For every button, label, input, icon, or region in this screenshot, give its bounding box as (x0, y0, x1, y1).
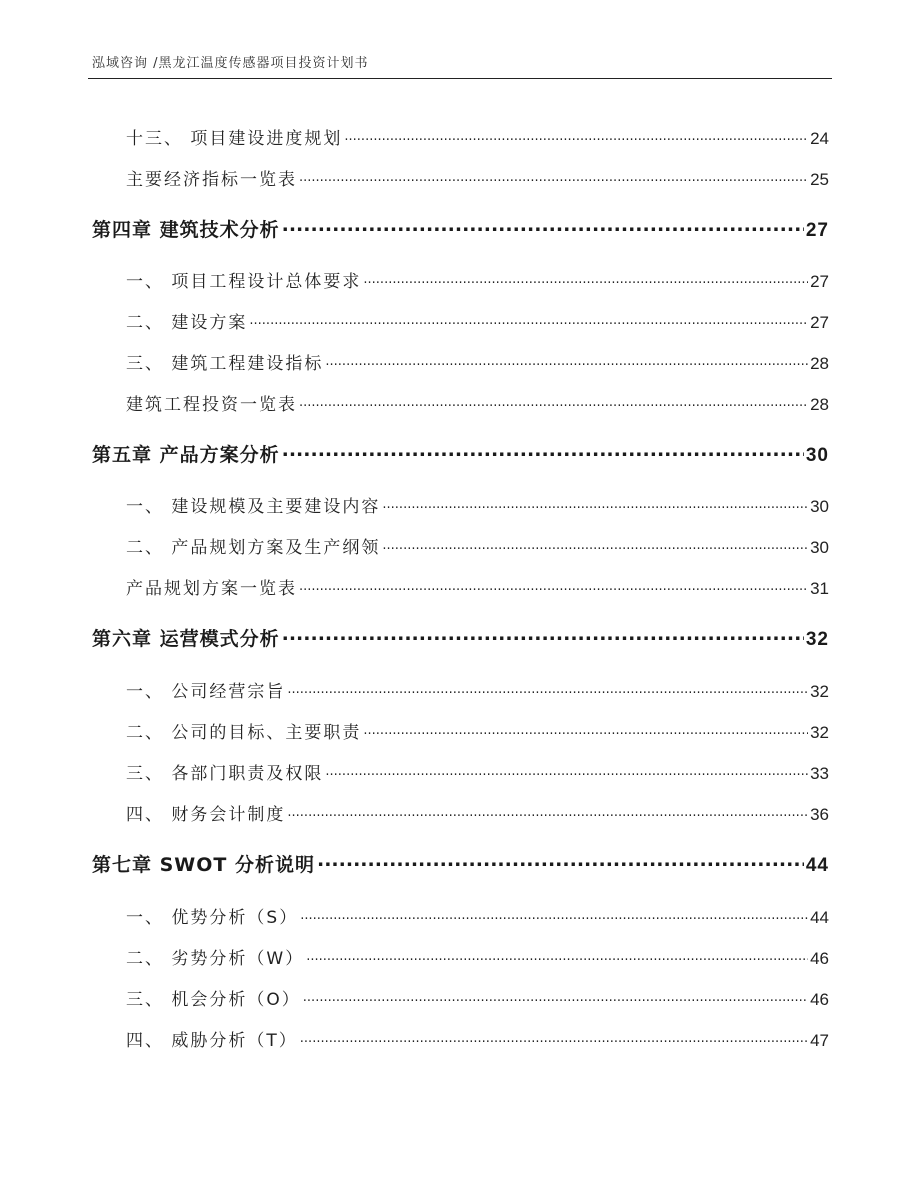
toc-page-number: 47 (810, 1031, 829, 1050)
toc-dot-leader (382, 536, 808, 553)
toc-entry[interactable] (126, 985, 829, 1010)
toc-page-number: 25 (810, 170, 829, 189)
page-header: 泓域咨询 /黑龙江温度传感器项目投资计划书 (92, 56, 369, 71)
toc-dot-leader (299, 393, 808, 410)
toc-chapter-entry[interactable] (92, 440, 829, 467)
toc-page-number: 30 (805, 445, 829, 466)
toc-page-number: 31 (810, 579, 829, 598)
toc-page-number: 36 (810, 805, 829, 824)
toc-entry[interactable] (126, 390, 829, 415)
toc-entry[interactable] (126, 492, 829, 517)
toc-page-number: 44 (810, 908, 829, 927)
toc-entry-label: 一、 优势分析（S） (126, 908, 299, 928)
toc-entry-label: 二、 建设方案 (126, 313, 248, 333)
toc-page-number: 32 (805, 629, 829, 650)
toc-entry[interactable] (126, 267, 829, 292)
toc-entry-label: 四、 威胁分析（T） (126, 1031, 298, 1051)
toc-entry[interactable] (126, 800, 829, 825)
toc-entry[interactable] (126, 124, 829, 149)
toc-entry-label: 二、 劣势分析（W） (126, 949, 305, 969)
toc-entry-label: 二、 产品规划方案及生产纲领 (126, 538, 381, 558)
toc-dot-leader (325, 352, 808, 369)
toc-entry-label: 四、 财务会计制度 (126, 805, 286, 825)
toc-entry-label: 建筑工程投资一览表 (126, 395, 297, 415)
toc-page-number: 33 (810, 764, 829, 783)
toc-page-number: 28 (810, 354, 829, 373)
toc-entry-label: 二、 公司的目标、主要职责 (126, 723, 362, 743)
toc-chapter-entry[interactable] (92, 624, 829, 651)
toc-entry[interactable] (126, 533, 829, 558)
toc-entry-label: 三、 各部门职责及权限 (126, 764, 324, 784)
toc-chapter-label: 第七章 SWOT 分析说明 (92, 854, 315, 876)
toc-entry-label: 主要经济指标一览表 (126, 170, 297, 190)
toc-dot-leader (317, 852, 804, 871)
toc-chapter-entry[interactable] (92, 850, 829, 877)
toc-chapter-entry[interactable] (92, 215, 829, 242)
toc-entry[interactable] (126, 574, 829, 599)
toc-page-number: 32 (810, 682, 829, 701)
toc-page-number: 46 (810, 990, 829, 1009)
toc-entry-label: 十三、 项目建设进度规划 (126, 129, 343, 149)
toc-entry-label: 产品规划方案一览表 (126, 579, 297, 599)
toc-dot-leader (382, 495, 808, 512)
toc-page-number: 44 (805, 855, 829, 876)
toc-dot-leader (287, 803, 808, 820)
toc-entry-label: 三、 机会分析（O） (126, 990, 301, 1010)
toc-page-number: 27 (810, 313, 829, 332)
toc-dot-leader (249, 311, 808, 328)
toc-entry[interactable] (126, 677, 829, 702)
toc-chapter-label: 第六章 运营模式分析 (92, 628, 280, 650)
toc-dot-leader (300, 906, 808, 923)
toc-page-number: 46 (810, 949, 829, 968)
toc-page-number: 24 (810, 129, 829, 148)
toc-entry[interactable] (126, 349, 829, 374)
toc-dot-leader (344, 127, 808, 144)
toc-dot-leader (282, 626, 804, 645)
toc-page-number: 28 (810, 395, 829, 414)
toc-dot-leader (363, 270, 808, 287)
toc-entry-label: 一、 项目工程设计总体要求 (126, 272, 362, 292)
toc-dot-leader (287, 680, 808, 697)
toc-dot-leader (300, 1029, 808, 1046)
toc-entry[interactable] (126, 1026, 829, 1051)
toc-page-number: 27 (810, 272, 829, 291)
toc-entry-label: 一、 建设规模及主要建设内容 (126, 497, 381, 517)
toc-page-number: 30 (810, 538, 829, 557)
toc-dot-leader (282, 217, 804, 236)
toc-entry[interactable] (126, 944, 829, 969)
toc-page-number: 30 (810, 497, 829, 516)
toc-page-number: 32 (810, 723, 829, 742)
toc-dot-leader (325, 762, 808, 779)
toc-chapter-label: 第五章 产品方案分析 (92, 444, 280, 466)
toc-entry[interactable] (126, 903, 829, 928)
toc-entry[interactable] (126, 308, 829, 333)
toc-entry-label: 三、 建筑工程建设指标 (126, 354, 324, 374)
toc-dot-leader (282, 442, 804, 461)
toc-page-number: 27 (805, 220, 829, 241)
toc-chapter-label: 第四章 建筑技术分析 (92, 219, 280, 241)
toc-dot-leader (299, 168, 808, 185)
toc-dot-leader (363, 721, 808, 738)
toc-entry[interactable] (126, 718, 829, 743)
toc-dot-leader (306, 947, 808, 964)
toc-entry[interactable] (126, 759, 829, 784)
toc-entry[interactable] (126, 165, 829, 190)
toc-dot-leader (299, 577, 808, 594)
toc-entry-label: 一、 公司经营宗旨 (126, 682, 286, 702)
toc-dot-leader (303, 988, 808, 1005)
